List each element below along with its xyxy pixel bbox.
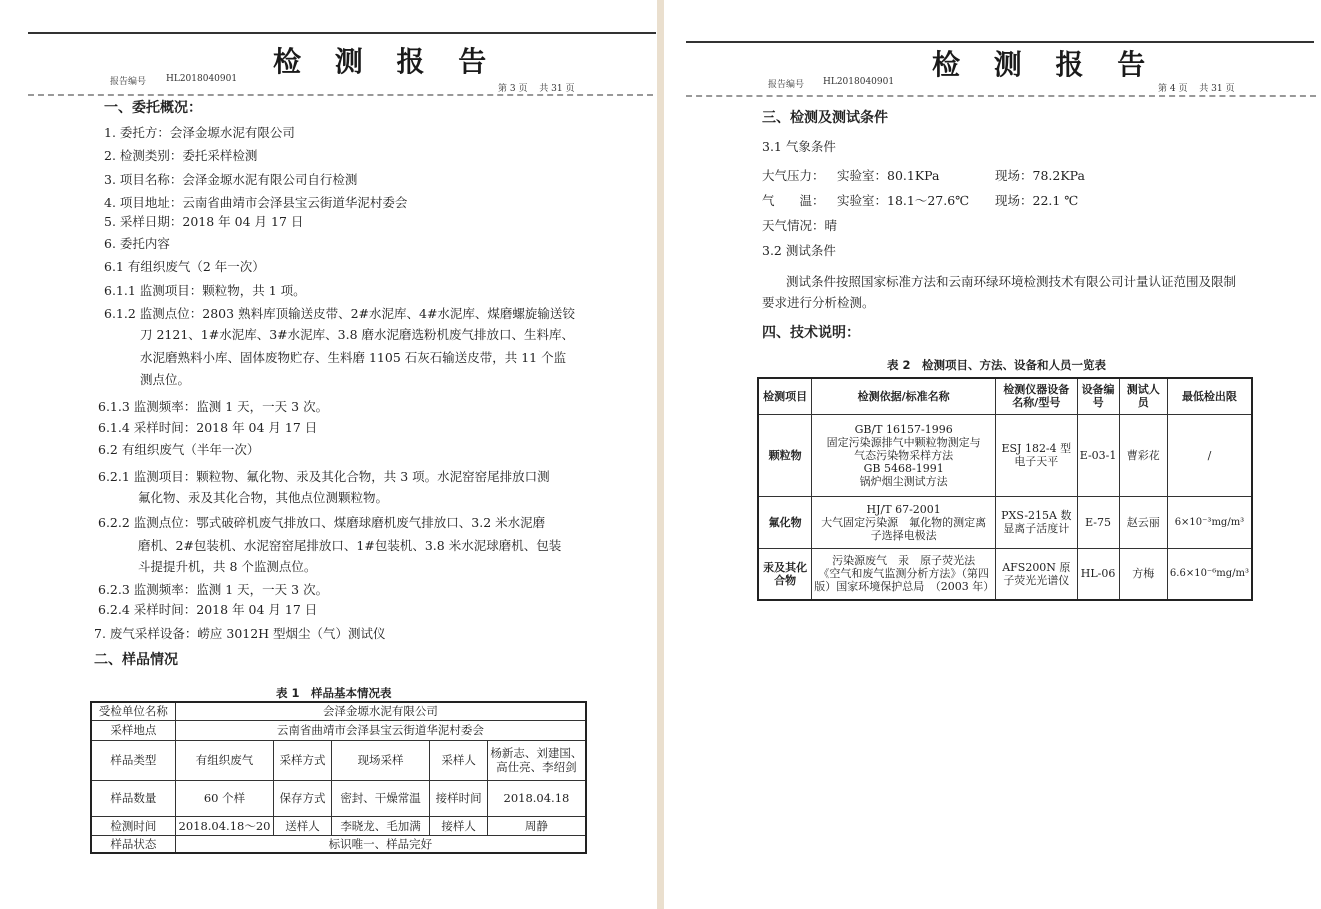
- method-label: 采样方式: [274, 740, 332, 780]
- basis-line: 子选择电极法: [870, 528, 937, 542]
- col-header: 最低检出限: [1167, 378, 1252, 414]
- body-line: 6.2.4 采样时间：2018 年 04 月 17 日: [98, 602, 318, 617]
- body-line: 6.1.2 监测点位：2803 熟料库顶输送皮带、2#水泥库、4#水泥库、煤磨螺旋输送铰: [104, 306, 575, 321]
- body-line: 水泥磨熟料小库、固体废物贮存、生料磨 1105 石灰石输送皮带，共 11 个监: [140, 350, 567, 365]
- basis-line: 污染源废气 汞 原子荧光法: [832, 554, 976, 568]
- weather-heading: 3.1 气象条件: [762, 139, 836, 154]
- sample-info-table: [90, 701, 587, 854]
- report-page-3: [0, 0, 657, 909]
- instrument-cell: PXS-215A 数显离子活度计: [996, 496, 1077, 548]
- state-label: 样品状态: [91, 835, 175, 853]
- report-no-label: 报告编号: [768, 80, 805, 90]
- limit-cell: 6.6×10⁻⁶mg/m³: [1167, 548, 1252, 600]
- table2-caption: 表 2 检测项目、方法、设备和人员一览表: [887, 358, 1107, 372]
- instrument-cell: ESJ 182-4 型电子天平: [996, 414, 1077, 496]
- header-dash-rule: [28, 94, 653, 96]
- limit-cell: 6×10⁻³mg/m³: [1167, 496, 1252, 548]
- report-title: 检 测 报 告: [932, 48, 1158, 81]
- page-gutter: [657, 0, 664, 909]
- body-line: 7. 废气采样设备：崂应 3012H 型烟尘（气）测试仪: [94, 626, 386, 641]
- table1-caption: 表 1 样品基本情况表: [276, 686, 392, 700]
- method-value: 现场采样: [331, 740, 430, 780]
- basis-line: HJ/T 67-2001: [866, 502, 941, 516]
- table-row: [91, 720, 586, 740]
- method-equipment-table: [757, 377, 1253, 601]
- report-no: HL2018040901: [823, 77, 895, 87]
- table-row: [758, 548, 1252, 600]
- basis-line: GB/T 16157-1996: [854, 422, 953, 436]
- basis-line: 气态污染物采样方法: [854, 448, 954, 462]
- body-line: 5. 采样日期：2018 年 04 月 17 日: [104, 214, 304, 229]
- section-heading-conditions: 三、检测及测试条件: [762, 110, 888, 126]
- body-line: 6.1.4 采样时间：2018 年 04 月 17 日: [98, 420, 318, 435]
- report-no: HL2018040901: [166, 74, 238, 84]
- table-header-row: [758, 378, 1252, 414]
- col-header: 检测仪器设备名称/型号: [996, 378, 1077, 414]
- table-row: [91, 780, 586, 816]
- client-label: 受检单位名称: [91, 702, 175, 720]
- table-row: [91, 816, 586, 835]
- pressure-field: 现场：78.2KPa: [995, 168, 1085, 183]
- body-line: 6.1 有组织废气（2 年一次）: [104, 259, 265, 274]
- report-title: 检 测 报 告: [273, 45, 499, 78]
- header-rule: [28, 32, 656, 34]
- deliver-value: 李晓龙、毛加满: [331, 816, 430, 835]
- item-cell: 汞及其化合物: [758, 548, 812, 600]
- col-header: 设备编号: [1077, 378, 1119, 414]
- basis-line: 《空气和废气监测分析方法》（第四: [818, 567, 989, 581]
- site-value: 云南省曲靖市会泽县宝云街道华泥村委会: [175, 720, 586, 740]
- report-no-label: 报告编号: [110, 77, 147, 87]
- body-line: 6.2.2 监测点位：鄂式破碎机废气排放口、煤磨球磨机废气排放口、3.2 米水泥磨: [98, 515, 546, 530]
- body-line: 氟化物、汞及其化合物，其他点位测颗粒物。: [138, 490, 389, 505]
- body-line: 6.2.3 监测频率：监测 1 天，一天 3 次。: [98, 582, 329, 597]
- report-page-4: [664, 0, 1321, 909]
- table-row: [91, 702, 586, 720]
- test-time-value: 2018.04.18～20: [175, 816, 274, 835]
- temp-lab: 实验室：18.1～27.6℃: [837, 193, 970, 208]
- pressure-lab: 实验室：80.1KPa: [837, 168, 940, 183]
- basis-line: 大气固定污染源 氟化物的测定离: [821, 515, 987, 529]
- site-label: 采样地点: [91, 720, 175, 740]
- body-line: 4. 项目地址：云南省曲靖市会泽县宝云街道华泥村委会: [104, 195, 408, 210]
- basis-line: GB 5468-1991: [863, 461, 944, 475]
- test-cond-text: 测试条件按照国家标准方法和云南环绿环境检测技术有限公司计量认证范围及限制: [786, 274, 1237, 289]
- section-heading-samples: 二、样品情况: [94, 652, 178, 668]
- body-line: 6.1.1 监测项目：颗粒物，共 1 项。: [104, 283, 306, 298]
- person-cell: 曹彩花: [1119, 414, 1167, 496]
- state-value: 标识唯一、样品完好: [175, 835, 586, 853]
- temp-field: 现场：22.1 ℃: [995, 193, 1079, 208]
- item-cell: 氟化物: [758, 496, 812, 548]
- temp-label: 气 温：: [762, 193, 825, 208]
- body-line: 斗提提升机，共 8 个监测点位。: [138, 559, 317, 574]
- weather-condition: 天气情况：晴: [762, 218, 838, 233]
- qty-value: 60 个样: [175, 780, 274, 816]
- body-line: 测点位。: [140, 372, 191, 387]
- body-line: 1. 委托方：会泽金塬水泥有限公司: [104, 125, 295, 140]
- device-no-cell: E-75: [1077, 496, 1119, 548]
- test-time-label: 检测时间: [91, 816, 175, 835]
- basis-cell: [812, 414, 996, 496]
- type-value: 有组织废气: [175, 740, 274, 780]
- item-cell: 颗粒物: [758, 414, 812, 496]
- type-label: 样品类型: [91, 740, 175, 780]
- table-row: [758, 496, 1252, 548]
- basis-line: 版）国家环境保护总局 （2003 年）: [814, 580, 995, 594]
- body-line: 6.1.3 监测频率：监测 1 天，一天 3 次。: [98, 399, 329, 414]
- device-no-cell: E-03-1: [1077, 414, 1119, 496]
- sampler-label: 采样人: [430, 740, 488, 780]
- table-row: [758, 414, 1252, 496]
- col-header: 测试人员: [1119, 378, 1167, 414]
- deliver-label: 送样人: [274, 816, 332, 835]
- store-label: 保存方式: [274, 780, 332, 816]
- receiver-value: 周静: [487, 816, 586, 835]
- sampler-value: 杨新志、刘建国、高仕亮、李绍剑: [487, 740, 586, 780]
- person-cell: 赵云丽: [1119, 496, 1167, 548]
- limit-cell: /: [1167, 414, 1252, 496]
- col-header: 检测项目: [758, 378, 812, 414]
- col-header: 检测依据/标准名称: [812, 378, 996, 414]
- receiver-label: 接样人: [430, 816, 488, 835]
- body-line: 3. 项目名称：会泽金塬水泥有限公司自行检测: [104, 172, 358, 187]
- table-row: [91, 740, 586, 780]
- instrument-cell: AFS200N 原子荧光光谱仪: [996, 548, 1077, 600]
- body-line: 6. 委托内容: [104, 236, 170, 251]
- device-no-cell: HL-06: [1077, 548, 1119, 600]
- test-cond-text: 要求进行分析检测。: [762, 295, 875, 310]
- basis-line: 锅炉烟尘测试方法: [859, 474, 948, 488]
- qty-label: 样品数量: [91, 780, 175, 816]
- body-line: 6.2 有组织废气（半年一次）: [98, 442, 260, 457]
- body-line: 磨机、2#包装机、水泥窑窑尾排放口、1#包装机、3.8 米水泥球磨机、包装: [138, 538, 562, 553]
- pressure-label: 大气压力：: [762, 168, 825, 183]
- recv-time-label: 接样时间: [430, 780, 488, 816]
- table-row: [91, 835, 586, 853]
- test-cond-heading: 3.2 测试条件: [762, 243, 836, 258]
- person-cell: 方梅: [1119, 548, 1167, 600]
- page-info: 第 4 页 共 31 页: [1158, 84, 1235, 94]
- basis-line: 固定污染源排气中颗粒物测定与: [826, 435, 981, 449]
- body-line: 2. 检测类别：委托采样检测: [104, 148, 258, 163]
- basis-cell: [812, 548, 996, 600]
- page-info: 第 3 页 共 31 页: [498, 84, 575, 94]
- basis-cell: [812, 496, 996, 548]
- header-dash-rule: [686, 95, 1316, 97]
- recv-time-value: 2018.04.18: [487, 780, 586, 816]
- client-value: 会泽金塬水泥有限公司: [175, 702, 586, 720]
- body-line: 6.2.1 监测项目：颗粒物、氟化物、汞及其化合物，共 3 项。水泥窑窑尾排放口测: [98, 469, 550, 484]
- section-heading-technical: 四、技术说明：: [762, 325, 860, 341]
- body-line: 刀 2121、1#水泥库、3#水泥库、3.8 磨水泥磨选粉机废气排放口、生料库、: [140, 327, 574, 342]
- section-heading-commission: 一、委托概况：: [104, 100, 202, 116]
- store-value: 密封、干燥常温: [331, 780, 430, 816]
